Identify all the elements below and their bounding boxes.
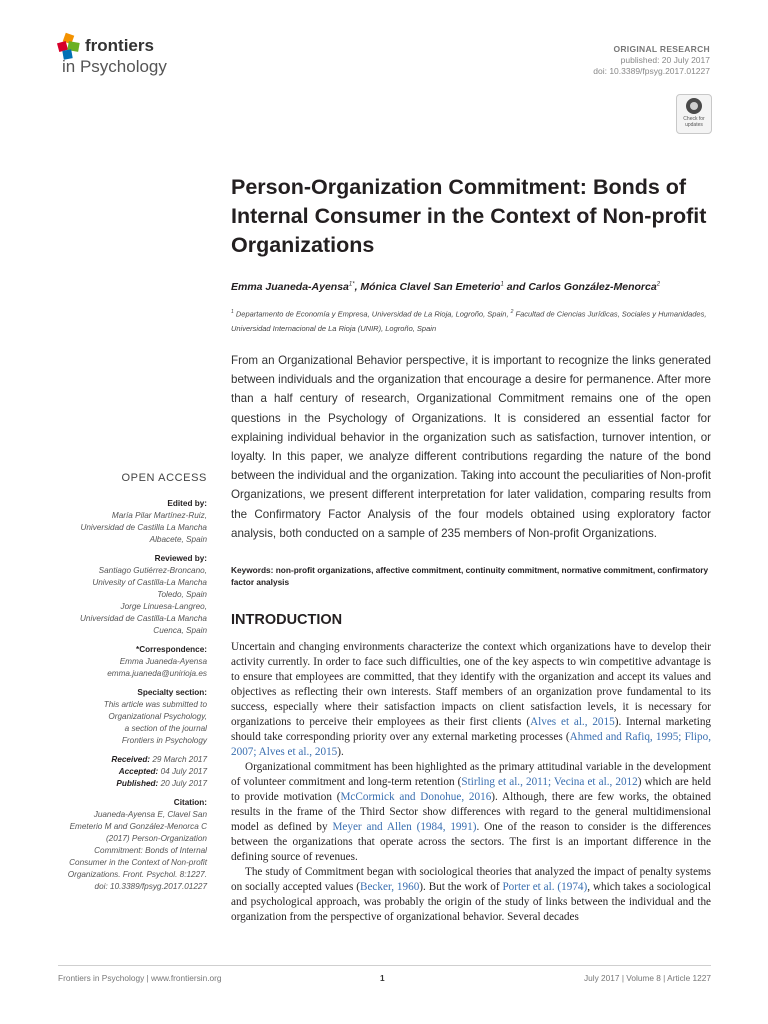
citation-line: Consumer in the Context of Non-profit [69,858,207,867]
edited-by-label: Edited by: [167,499,207,508]
accepted-value: 04 July 2017 [160,767,207,776]
article-info-sidebar [56,472,207,893]
paragraph-text: ). Internal marketing should take corresponding priority over any external marketing processes ( [231,716,712,743]
paragraph-text: Organizational commitment has been highlighted as the primary attitudinal variable in the development of volunteer commitment and long-term retention ( [231,761,711,788]
specialty-line: a section of the journal [124,724,207,733]
citation-link[interactable]: Becker, 1960 [360,881,420,893]
accepted-date [56,766,207,778]
citation-line: (2017) Person-Organization [105,834,207,843]
author-name[interactable]: Mónica Clavel San Emeterio [360,281,501,293]
author-name[interactable]: Carlos González-Menorca [528,281,657,293]
author-sup: 2 [656,281,661,288]
specialty-line: Organizational Psychology, [108,712,207,721]
journal-logo[interactable] [58,34,208,80]
doi-link[interactable]: doi: 10.3389/fpsyg.2017.01227 [593,66,710,76]
specialty-line: This article was submitted to [103,700,207,709]
author-name[interactable]: Emma Juaneda-Ayensa [231,281,349,293]
article-title: Person-Organization Commitment: Bonds of Internal Consumer in the Context of Non-profit Organizations [231,175,707,257]
accepted-label: Accepted: [118,767,159,776]
author-sup: 1 [500,281,504,288]
received-label: Received: [111,755,151,764]
logo-word-frontiers: frontiers [85,36,154,55]
citation-link[interactable]: Alves et al., 2015 [530,716,615,728]
citation-line: Commitment: Bonds of Internal [94,846,207,855]
author-sup: 1* [348,281,355,288]
paragraph [231,865,711,925]
citation-link[interactable]: Meyer and Allen (1984, 1991) [332,821,477,833]
reviewer-line: Cuenca, Spain [153,626,207,635]
abstract: From an Organizational Behavior perspective, it is important to recognize the links generated between individuals and the organization that encourage a desire for permanence. After more than a half century of research, Organizational Commitment remains one of the open questions in the Psychology of Organizations. It is considered an essential factor for explaining individual behavior in the organization such as satisfaction, turnover intention, or loyalty. In this paper, we analyze different contributions regarding the nature of the bond between the individual and the organization. Taking into account the peculiarities of Non-profit Organizations, we present different interpretation for later validation, comparing results from the Confirmatory Factor Analysis of the four models obtained using exploratory factor analysis, both conducted on a sample of 235 members of Non-profit Organizations. [231,354,711,540]
published-label: Published: [116,779,159,788]
keywords-label: Keywords: [231,565,274,575]
open-access-label[interactable]: OPEN ACCESS [121,472,207,484]
published-value: 20 July 2017 [160,779,207,788]
paragraph [231,640,711,760]
paragraph-text: ). [337,746,344,758]
paragraph-text: The study of Commitment began with sociological theories that analyzed the impact of penalty systems on socially accepted values ( [231,866,711,893]
paragraph-text: ) which are held to provide motivation ( [231,776,711,803]
published-date: published: 20 July 2017 [620,55,710,65]
body-text [231,640,711,925]
reviewer-line[interactable]: Jorge Linuesa-Langreo, [120,602,207,611]
section-heading-introduction: INTRODUCTION [231,612,343,628]
editor-line[interactable]: María Pilar Martínez-Ruiz, [111,511,207,520]
paragraph-text: Uncertain and changing environments characterize the context which organizations have to develop their activity currently. In order to face such difficulties, one of the key aspects to win competitive advantage is to ensure that employees are committed, that they identify with the organization and accept its values and objectives as reflecting their own interests. Staff members of an organization prove fundamental to its success, especially where their satisfaction impacts on client satisfaction levels, it is necessary for organizations to perceive their employees as their first clients ( [231,641,711,728]
reviewer-line: Univesity of Castilla-La Mancha [92,578,207,587]
check-for-updates-button[interactable] [676,94,712,134]
footer-divider [58,965,711,966]
received-date [56,754,207,766]
citation-label: Citation: [173,798,207,807]
keywords-list: non-profit organizations, affective commitment, continuity commitment, normative commitment, confirmatory factor analysis [231,565,709,587]
reviewed-by-label: Reviewed by: [154,554,207,563]
citation-line: Organizations. Front. Psychol. 8:1227. [67,870,207,879]
paragraph-text: . One of the reason to consider is the differences between the organizations that operate across the sectors. The first is an important difference in the defining source of revenues. [231,821,711,863]
citation-link[interactable]: Ahmed and Rafiq, 1995; Flipo, 2007; Alves et al., 2015 [231,731,711,758]
citation-link[interactable]: McCormick and Donohue, 2016 [340,791,492,803]
citation-doi[interactable]: doi: 10.3389/fpsyg.2017.01227 [94,882,207,891]
published-date-sidebar [56,778,207,790]
check-updates-label: Check for updates [683,116,705,128]
citation-line: Juaneda-Ayensa E, Clavel San [93,810,207,819]
affiliation-sup: 2 [510,309,514,315]
paragraph-text: , which takes a sociological and psychological approach, was probably the origin of the study of links between the individual and the organization from the perspective of organizational behavior. Several decades [231,881,711,923]
citation-link[interactable]: Porter et al. (1974) [502,881,588,893]
reviewer-line[interactable]: Santiago Gutiérrez-Broncano, [98,566,207,575]
citation-link[interactable]: Stirling et al., 2011; Vecina et al., 2012 [461,776,638,788]
paragraph-text: ). But the work of [419,881,503,893]
logo-word-journal: in Psychology [62,57,167,76]
reviewer-line: Universidad de Castilla-La Mancha [80,614,207,623]
keywords [231,564,711,588]
editor-line: Universidad de Castilla La Mancha [80,523,207,532]
paragraph [231,760,711,865]
correspondence-label: *Correspondence: [136,645,207,654]
footer-issue-info: July 2017 | Volume 8 | Article 1227 [584,973,711,983]
affiliations [231,305,713,336]
page-number: 1 [380,973,385,983]
affiliation-sup: 1 [231,309,234,315]
editor-line: Albacete, Spain [149,535,207,544]
paragraph-text: ). Although, there are few works, the obtained results in the frame of the Third Sector show differences with regard to the general multidimensional model as defined by [231,791,711,833]
reviewer-line: Toledo, Spain [157,590,207,599]
received-value: 29 March 2017 [152,755,207,764]
check-updates-icon [686,98,702,114]
footer-journal-link[interactable]: Frontiers in Psychology | www.frontiersin.org [58,973,222,983]
correspondence-email[interactable]: emma.juaneda@unirioja.es [107,669,207,678]
article-type: ORIGINAL RESEARCH [613,44,710,54]
correspondence-name: Emma Juaneda-Ayensa [119,657,207,666]
specialty-line: Frontiers in Psychology [121,736,207,745]
affiliation-text: Departamento de Economía y Empresa, Universidad de La Rioja, Logroño, Spain, [235,309,509,319]
affiliation-text: Facultad de Ciencias Jurídicas, Sociales y Humanidades, Universidad Internacional de La Rioja (UNIR), Logroño, Spain [231,309,707,333]
citation-line: Emeterio M and González-Menorca C [69,822,207,831]
article-dates [56,754,207,790]
author-list: Emma Juaneda-Ayensa$^{1*}$, Mónica Clavel San Emeterio$^1$ and Carlos González-Menorca$^2$ [231,281,661,293]
specialty-section-label: Specialty section: [137,688,207,697]
